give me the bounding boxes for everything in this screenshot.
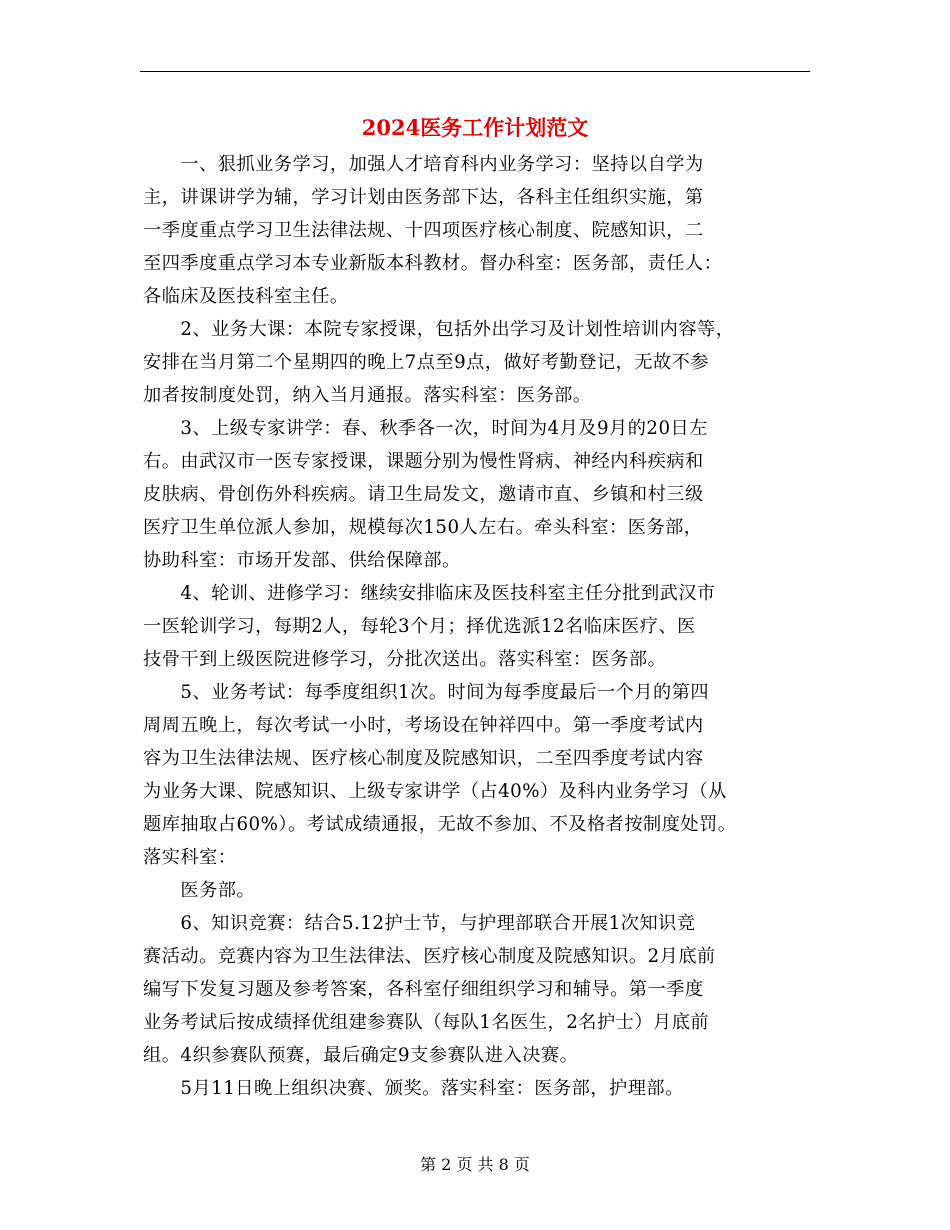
body-line: 5、业务考试：每季度组织1次。时间为每季度最后一个月的第四 bbox=[143, 682, 710, 703]
page-number-footer: 第 2 页 共 8 页 bbox=[420, 1155, 530, 1174]
body-line: 容为卫生法律法规、医疗核心制度及院感知识，二至四季度考试内容 bbox=[143, 748, 704, 769]
body-line: 右。由武汉市一医专家授课，课题分别为慢性肾病、神经内科疾病和 bbox=[143, 451, 704, 472]
body-line: 4、轮训、进修学习：继续安排临床及医技科室主任分批到武汉市 bbox=[143, 583, 716, 604]
body-line: 医疗卫生单位派人参加，规模每次150人左右。牵头科室：医务部， bbox=[143, 517, 703, 538]
body-line: 赛活动。竞赛内容为卫生法律法、医疗核心制度及院感知识。2月底前 bbox=[143, 946, 716, 967]
body-line: 一季度重点学习卫生法律法规、十四项医疗核心制度、院感知识，二 bbox=[143, 220, 704, 241]
body-line: 6、知识竞赛：结合5.12护士节，与护理部联合开展1次知识竞 bbox=[143, 913, 696, 934]
body-line: 安排在当月第二个星期四的晚上7点至9点，做好考勤登记，无故不参 bbox=[143, 352, 710, 373]
header-rule bbox=[140, 71, 810, 72]
body-line: 协助科室：市场开发部、供给保障部。 bbox=[143, 550, 461, 571]
body-line: 落实科室： bbox=[143, 847, 237, 868]
body-line: 技骨干到上级医院进修学习，分批次送出。落实科室：医务部。 bbox=[143, 649, 667, 670]
body-line: 医务部。 bbox=[143, 880, 256, 901]
body-line: 一、狠抓业务学习，加强人才培育科内业务学习：坚持以自学为 bbox=[143, 154, 704, 175]
body-line: 业务考试后按成绩择优组建参赛队（每队1名医生，2名护士）月底前 bbox=[143, 1012, 710, 1033]
body-line: 一医轮训学习，每期2人，每轮3个月；择优选派12名临床医疗、医 bbox=[143, 616, 696, 637]
body-line: 周周五晚上，每次考试一小时，考场设在钟祥四中。第一季度考试内 bbox=[143, 715, 704, 736]
body-line: 主，讲课讲学为辅，学习计划由医务部下达，各科主任组织实施，第 bbox=[143, 187, 704, 208]
body-line: 5月11日晚上组织决赛、颁奖。落实科室：医务部，护理部。 bbox=[143, 1078, 684, 1099]
document-title: 2024医务工作计划范文 bbox=[361, 115, 589, 140]
body-line: 加者按制度处罚，纳入当月通报。落实科室：医务部。 bbox=[143, 385, 592, 406]
body-line: 为业务大课、院感知识、上级专家讲学（占40%）及科内业务学习（从 bbox=[143, 781, 727, 802]
body-line: 皮肤病、骨创伤外科疾病。请卫生局发文，邀请市直、乡镇和村三级 bbox=[143, 484, 704, 505]
body-line: 2、业务大课：本院专家授课，包括外出学习及计划性培训内容等， bbox=[143, 319, 735, 340]
body-line: 各临床及医技科室主任。 bbox=[143, 286, 349, 307]
body-line: 题库抽取占60%）。考试成绩通报，无故不参加、不及格者按制度处罚。 bbox=[143, 814, 737, 835]
body-line: 编写下发复习题及参考答案，各科室仔细组织学习和辅导。第一季度 bbox=[143, 979, 704, 1000]
body-line: 3、上级专家讲学：春、秋季各一次，时间为4月及9月的20日左 bbox=[143, 418, 708, 439]
body-line: 组。4织参赛队预赛，最后确定9支参赛队进入决赛。 bbox=[143, 1045, 579, 1066]
body-line: 至四季度重点学习本专业新版本科教材。督办科室：医务部，责任人： bbox=[143, 253, 723, 274]
